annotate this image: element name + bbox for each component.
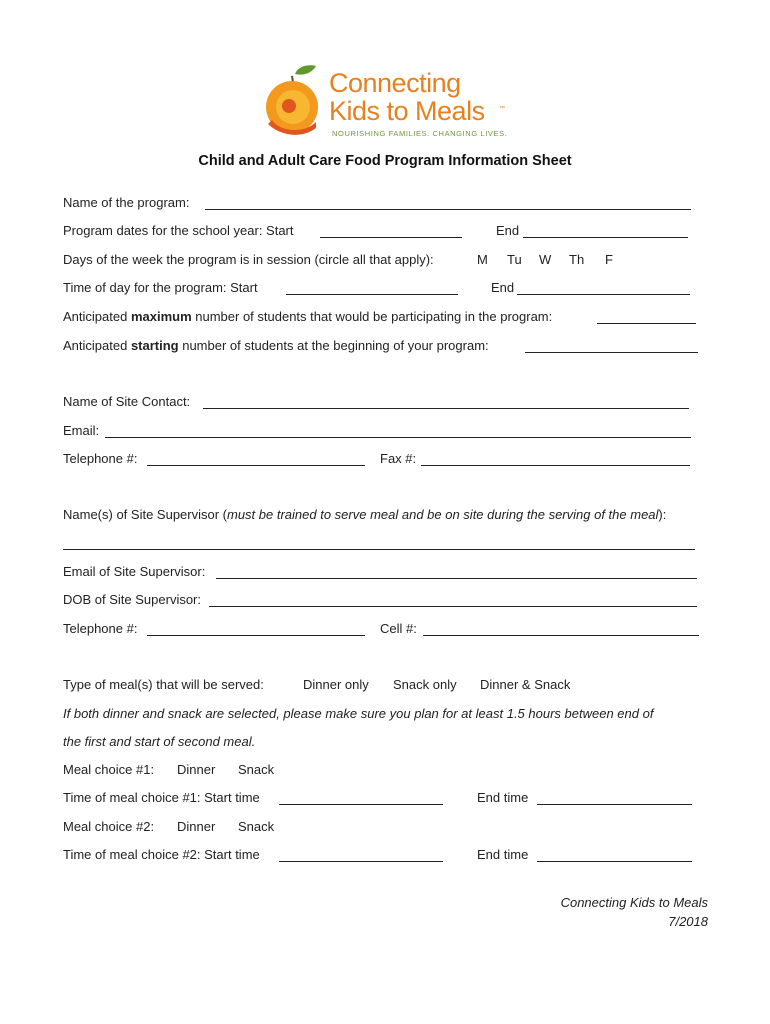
- program-name-input[interactable]: [205, 208, 691, 210]
- max-students-label-bold: maximum: [130, 309, 192, 324]
- time-start-input[interactable]: [286, 293, 458, 295]
- meal-choice1-row: [63, 762, 154, 777]
- email-label: Email:: [63, 423, 100, 438]
- program-end-label: End: [496, 223, 520, 238]
- email-input[interactable]: [105, 436, 691, 438]
- telephone-label: Telephone #:: [63, 451, 138, 466]
- starting-students-label-pre: Anticipated: [63, 338, 131, 353]
- meal-choice1-snack[interactable]: Snack: [238, 762, 275, 777]
- time-end-input[interactable]: [517, 293, 690, 295]
- footer-org: Connecting Kids to Meals: [560, 895, 708, 910]
- logo-text-line2: Kids to Meals: [329, 96, 485, 126]
- logo-tagline: NOURISHING FAMILIES. CHANGING LIVES.: [332, 129, 508, 138]
- telephone-input[interactable]: [147, 464, 365, 466]
- meal-time2-end-label: End time: [477, 847, 529, 862]
- meal-time1-end-label: End time: [477, 790, 529, 805]
- page-title: Child and Adult Care Food Program Information Sheet: [198, 153, 572, 169]
- starting-students-input[interactable]: [525, 351, 698, 353]
- meal-option-snack-only[interactable]: Snack only: [393, 677, 457, 692]
- program-end-date-input[interactable]: [523, 236, 688, 238]
- max-students-row: [63, 309, 552, 324]
- meal-choice2-label: Meal choice #2:: [63, 819, 155, 834]
- day-thursday[interactable]: Th: [569, 252, 585, 267]
- time-of-day-label: Time of day for the program: Start: [63, 280, 258, 295]
- meal-option-dinner-only[interactable]: Dinner only: [303, 677, 369, 692]
- meal-time2-start-input[interactable]: [279, 860, 443, 862]
- starting-students-label-bold: starting: [130, 338, 179, 353]
- program-name-row: [63, 195, 189, 210]
- supervisor-label-italic: must be trained to serve meal and be on site during the serving of the meal: [227, 507, 659, 522]
- telephone-row: [63, 451, 137, 466]
- site-contact-label: Name of Site Contact:: [63, 394, 191, 409]
- meal-choice1-dinner[interactable]: Dinner: [177, 762, 216, 777]
- supervisor-label-pre: Name(s) of Site Supervisor (: [63, 507, 227, 522]
- meal-time1-start-label: Time of meal choice #1: Start time: [63, 790, 260, 805]
- meal-time2-row: [63, 847, 260, 862]
- starting-students-row: [63, 338, 489, 353]
- meal-time1-end-input[interactable]: [537, 803, 692, 805]
- supervisor-dob-input[interactable]: [209, 605, 697, 607]
- supervisor-dob-row: [63, 592, 201, 607]
- site-contact-row: [63, 394, 190, 409]
- meal-type-label: Type of meal(s) that will be served:: [63, 677, 264, 692]
- supervisor-email-input[interactable]: [216, 577, 697, 579]
- meal-note-line1: If both dinner and snack are selected, please make sure you plan for at least 1.5 hours between end of: [63, 706, 654, 721]
- day-friday[interactable]: F: [605, 252, 613, 267]
- footer-date: 7/2018: [668, 914, 708, 929]
- max-students-input[interactable]: [597, 322, 696, 324]
- program-dates-row: [63, 223, 294, 238]
- fax-input[interactable]: [421, 464, 690, 466]
- supervisor-label-post: ):: [658, 507, 667, 522]
- supervisor-telephone-label: Telephone #:: [63, 621, 138, 636]
- cell-input[interactable]: [423, 634, 699, 636]
- time-end-label: End: [491, 280, 515, 295]
- program-dates-label: Program dates for the school year: Start: [63, 223, 294, 238]
- program-name-label: Name of the program:: [63, 195, 190, 210]
- fax-label: Fax #:: [380, 451, 417, 466]
- max-students-label-post: number of students that would be participating in the program:: [191, 309, 553, 324]
- meal-time2-start-label: Time of meal choice #2: Start time: [63, 847, 260, 862]
- cell-label: Cell #:: [380, 621, 417, 636]
- logo: [262, 62, 512, 142]
- email-row: [63, 423, 99, 438]
- day-monday[interactable]: M: [477, 252, 488, 267]
- supervisor-telephone-input[interactable]: [147, 634, 365, 636]
- meal-choice1-label: Meal choice #1:: [63, 762, 155, 777]
- logo-text-line1: Connecting: [329, 68, 461, 98]
- supervisor-dob-label: DOB of Site Supervisor:: [63, 592, 201, 607]
- meal-choice2-row: [63, 819, 154, 834]
- logo-trademark: ™: [499, 106, 505, 112]
- supervisor-email-row: [63, 564, 205, 579]
- max-students-label-pre: Anticipated: [63, 309, 131, 324]
- time-of-day-row: [63, 280, 258, 295]
- meal-choice2-dinner[interactable]: Dinner: [177, 819, 216, 834]
- supervisor-row: [63, 507, 666, 522]
- program-start-date-input[interactable]: [320, 236, 462, 238]
- days-label: Days of the week the program is in session (circle all that apply):: [63, 252, 434, 267]
- meal-note-line2: the first and start of second meal.: [63, 734, 256, 749]
- meal-time1-row: [63, 790, 260, 805]
- meal-option-dinner-and-snack[interactable]: Dinner & Snack: [480, 677, 571, 692]
- meal-choice2-snack[interactable]: Snack: [238, 819, 275, 834]
- starting-students-label-post: number of students at the beginning of your program:: [178, 338, 489, 353]
- day-tuesday[interactable]: Tu: [507, 252, 522, 267]
- site-contact-input[interactable]: [203, 407, 689, 409]
- meal-time2-end-input[interactable]: [537, 860, 692, 862]
- meal-time1-start-input[interactable]: [279, 803, 443, 805]
- days-row: [63, 252, 434, 267]
- supervisor-telephone-row: [63, 621, 137, 636]
- supervisor-name-input[interactable]: [63, 548, 695, 550]
- meal-type-row: [63, 677, 264, 692]
- supervisor-email-label: Email of Site Supervisor:: [63, 564, 206, 579]
- day-wednesday[interactable]: W: [539, 252, 552, 267]
- apple-logo-icon: [262, 62, 332, 142]
